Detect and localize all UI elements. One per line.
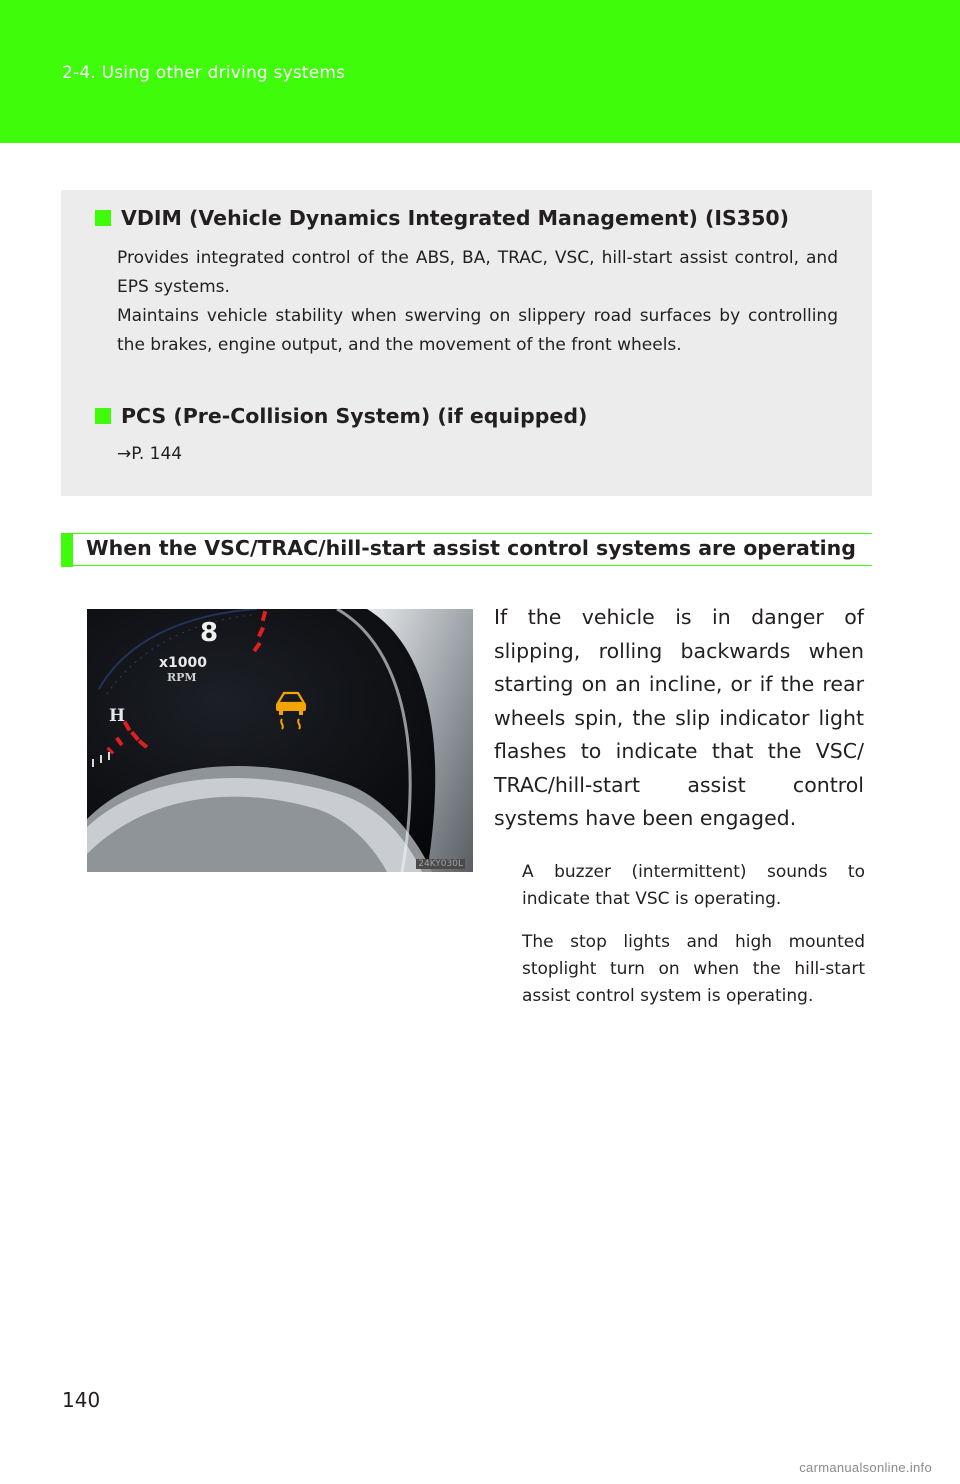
info-box <box>61 190 872 496</box>
note-stop-lights: The stop lights and high mounted stoplight turn on when the hill-start assist control system is operating. <box>522 932 865 1006</box>
watermark: carmanualsonline.info <box>799 1460 932 1475</box>
vdim-heading <box>95 206 789 230</box>
pcs-reference[interactable] <box>117 440 838 469</box>
vdim-paragraph-2: Maintains vehicle stability when swerving on slippery road surfaces by controlling the brakes, engine output, and the movement of the front wheels. <box>117 306 838 355</box>
image-code: 24KY030L <box>418 859 463 869</box>
vdim-body <box>117 244 838 360</box>
pcs-heading <box>95 404 587 428</box>
page-number: 140 <box>62 1388 101 1412</box>
vdim-paragraph-1: Provides integrated control of the ABS, BA, TRAC, VSC, hill-start assist control, and EPS systems. <box>117 248 838 297</box>
note-buzzer: A buzzer (intermittent) sounds to indicate that VSC is operating. <box>522 862 865 909</box>
section-marker <box>61 533 73 567</box>
page-reference-link[interactable]: →P. 144 <box>117 444 183 464</box>
cluster-illustration <box>87 609 473 872</box>
section-heading-bar <box>61 533 872 566</box>
temp-h-label: H <box>109 706 126 726</box>
rpm-multiplier: x1000 <box>159 655 207 671</box>
page-header <box>0 0 960 143</box>
rpm-label: RPM <box>167 671 197 684</box>
pcs-title: PCS (Pre-Collision System) (if equipped) <box>121 404 588 428</box>
square-bullet-icon <box>95 210 111 226</box>
instrument-cluster-image <box>87 609 473 872</box>
operating-description: If the vehicle is in danger of slipping, rolling backwards when starting on an incline, or if the rear wheels spin, the slip indicator light flashes to indicate that the VSC/ TRAC/hill-start assist control systems have been engaged. <box>494 605 864 830</box>
vdim-title: VDIM (Vehicle Dynamics Integrated Management) (IS350) <box>121 206 789 230</box>
section-header-text: 2-4. Using other driving systems <box>62 63 346 83</box>
gauge-number: 8 <box>200 618 219 648</box>
section-title: When the VSC/TRAC/hill-start assist control systems are operating <box>86 536 856 560</box>
square-bullet-icon <box>95 408 111 424</box>
